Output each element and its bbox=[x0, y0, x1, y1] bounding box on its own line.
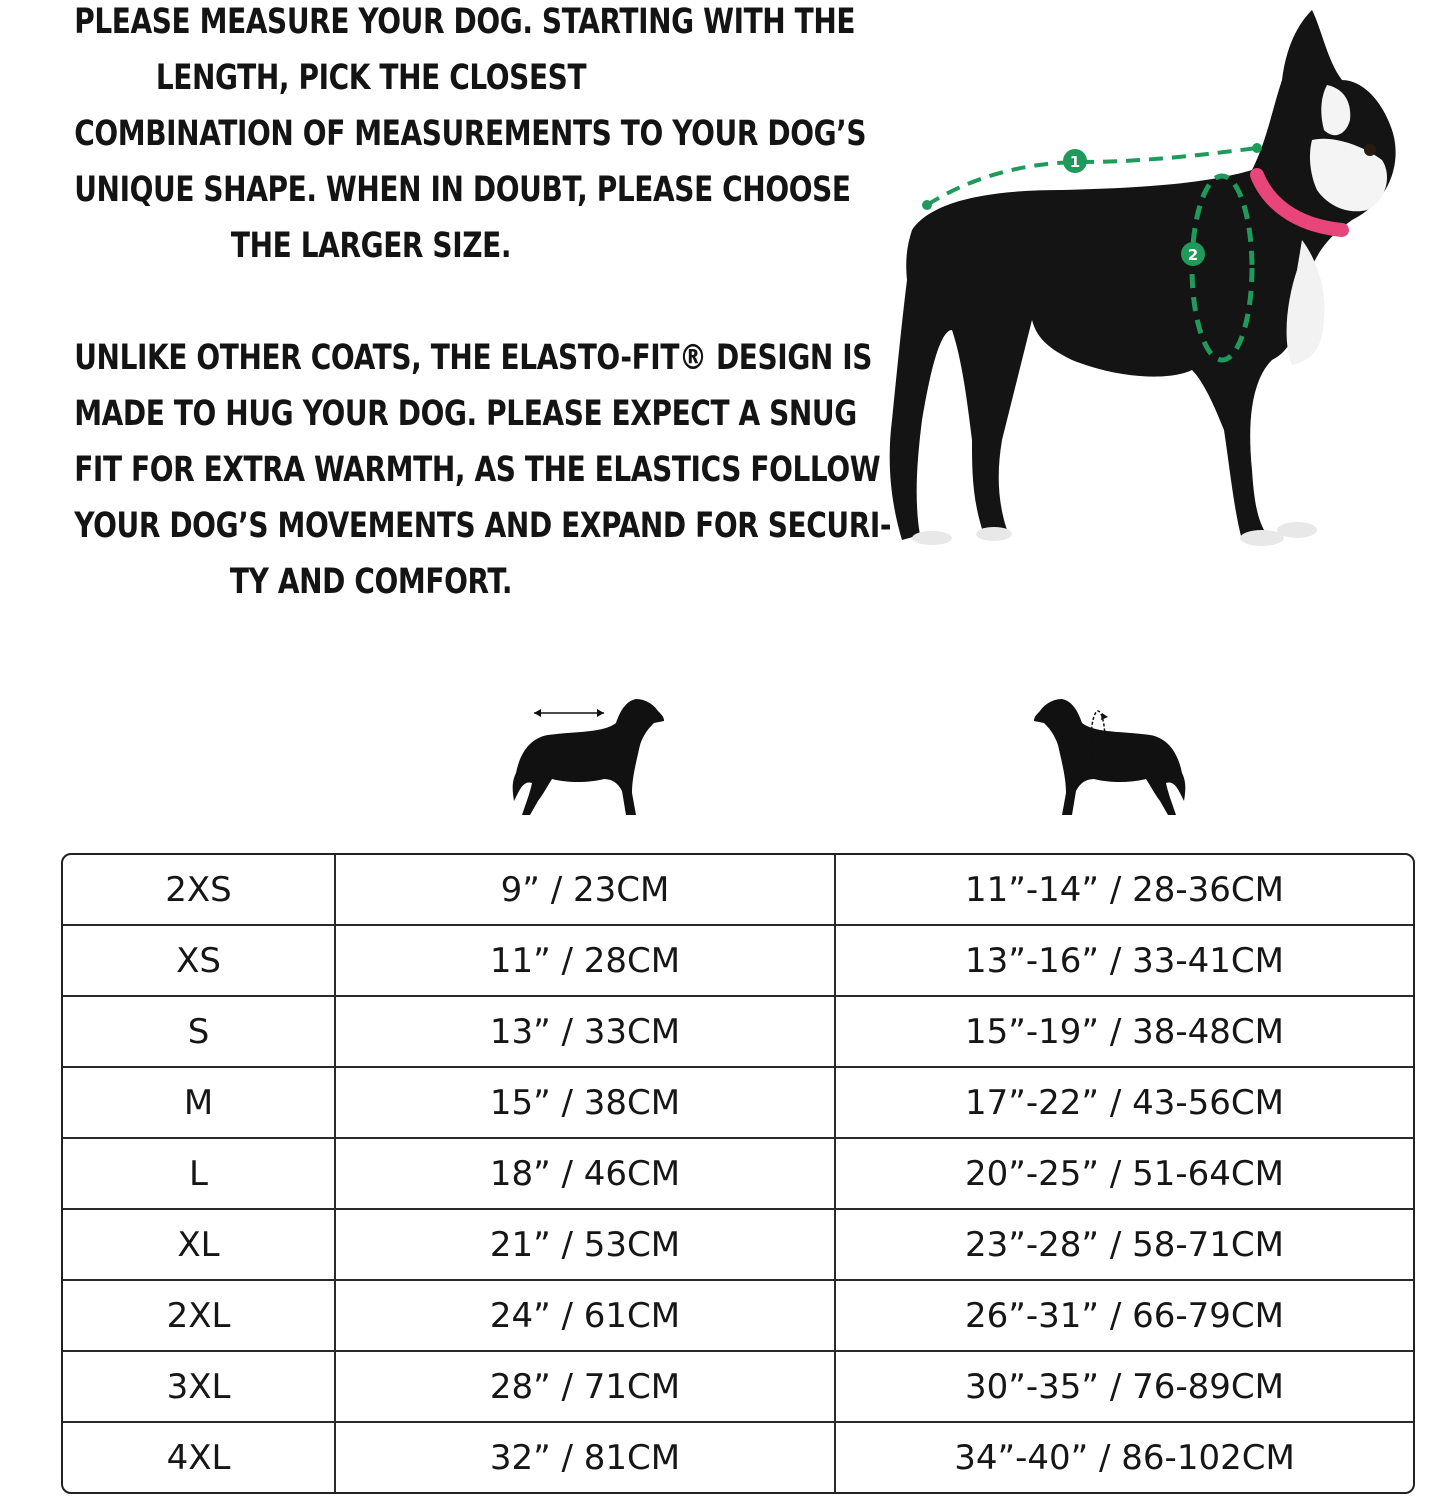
size-chart-table bbox=[61, 853, 1415, 1494]
intro-paragraph-2 bbox=[74, 330, 892, 610]
size-cell: S bbox=[63, 996, 335, 1067]
length-cell: 18” / 46CM bbox=[335, 1138, 835, 1209]
chest-cell: 13”-16” / 33-41CM bbox=[835, 925, 1413, 996]
table-row bbox=[63, 1280, 1413, 1351]
size-cell: XS bbox=[63, 925, 335, 996]
size-cell: 2XL bbox=[63, 1280, 335, 1351]
dog-paw bbox=[912, 531, 952, 545]
table-row bbox=[63, 1138, 1413, 1209]
size-cell: 4XL bbox=[63, 1422, 335, 1492]
table-row bbox=[63, 1351, 1413, 1422]
size-cell: M bbox=[63, 1067, 335, 1138]
dog-silhouette bbox=[513, 699, 664, 815]
length-cell: 28” / 71CM bbox=[335, 1351, 835, 1422]
size-table bbox=[63, 855, 1413, 1492]
length-cell: 15” / 38CM bbox=[335, 1067, 835, 1138]
length-cell: 13” / 33CM bbox=[335, 996, 835, 1067]
intro-line: MADE TO HUG YOUR DOG. PLEASE EXPECT A SNUG bbox=[74, 394, 857, 434]
intro-line: PLEASE MEASURE YOUR DOG. STARTING WITH THE bbox=[74, 2, 856, 42]
table-row bbox=[63, 855, 1413, 925]
intro-line: FIT FOR EXTRA WARMTH, AS THE ELASTICS FOLLOW bbox=[74, 450, 881, 490]
dog-eye bbox=[1364, 144, 1376, 156]
intro-line: UNIQUE SHAPE. WHEN IN DOUBT, PLEASE CHOOSE bbox=[74, 170, 851, 210]
chest-cell: 15”-19” / 38-48CM bbox=[835, 996, 1413, 1067]
dog-chest-measure-icon bbox=[1030, 693, 1190, 819]
length-cell: 32” / 81CM bbox=[335, 1422, 835, 1492]
length-marker-number: 1 bbox=[1069, 153, 1081, 171]
chest-cell: 11”-14” / 28-36CM bbox=[835, 855, 1413, 925]
intro-line: UNLIKE OTHER COATS, THE ELASTO-FIT® DESIGN IS bbox=[74, 338, 873, 378]
size-cell: 3XL bbox=[63, 1351, 335, 1422]
table-row bbox=[63, 1067, 1413, 1138]
length-measure-start-dot bbox=[922, 200, 932, 210]
intro-line: THE LARGER SIZE. bbox=[230, 226, 512, 266]
length-cell: 24” / 61CM bbox=[335, 1280, 835, 1351]
dog-length-measure-icon bbox=[508, 693, 668, 819]
dog-silhouette bbox=[1034, 699, 1185, 815]
chest-cell: 30”-35” / 76-89CM bbox=[835, 1351, 1413, 1422]
dog-paw bbox=[1277, 522, 1317, 538]
size-cell: 2XS bbox=[63, 855, 335, 925]
length-cell: 9” / 23CM bbox=[335, 855, 835, 925]
dog-measurement-photo bbox=[872, 0, 1442, 560]
length-arrow-left-head bbox=[534, 709, 541, 717]
length-arrow-right-head bbox=[597, 709, 604, 717]
intro-line: TY AND COMFORT. bbox=[229, 562, 513, 602]
dog-paw bbox=[976, 527, 1012, 541]
intro-line: YOUR DOG’S MOVEMENTS AND EXPAND FOR SECURI- bbox=[74, 506, 892, 546]
intro-paragraph-1 bbox=[74, 0, 867, 274]
length-measure-end-dot bbox=[1252, 143, 1262, 153]
dog-body bbox=[890, 10, 1396, 540]
chest-cell: 23”-28” / 58-71CM bbox=[835, 1209, 1413, 1280]
size-cell: L bbox=[63, 1138, 335, 1209]
table-row bbox=[63, 1422, 1413, 1492]
table-row bbox=[63, 1209, 1413, 1280]
chest-marker-number: 2 bbox=[1187, 246, 1199, 264]
chest-cell: 20”-25” / 51-64CM bbox=[835, 1138, 1413, 1209]
intro-line: LENGTH, PICK THE CLOSEST bbox=[155, 58, 587, 98]
chest-arrow-top bbox=[1101, 713, 1108, 720]
length-cell: 11” / 28CM bbox=[335, 925, 835, 996]
table-row bbox=[63, 925, 1413, 996]
chest-cell: 34”-40” / 86-102CM bbox=[954, 1437, 1295, 1478]
length-cell: 21” / 53CM bbox=[335, 1209, 835, 1280]
intro-line: COMBINATION OF MEASUREMENTS TO YOUR DOG’S bbox=[74, 114, 867, 154]
table-row bbox=[63, 996, 1413, 1067]
chest-cell: 26”-31” / 66-79CM bbox=[835, 1280, 1413, 1351]
chest-cell: 17”-22” / 43-56CM bbox=[835, 1067, 1413, 1138]
dog-paw bbox=[1240, 530, 1284, 546]
size-cell: XL bbox=[63, 1209, 335, 1280]
